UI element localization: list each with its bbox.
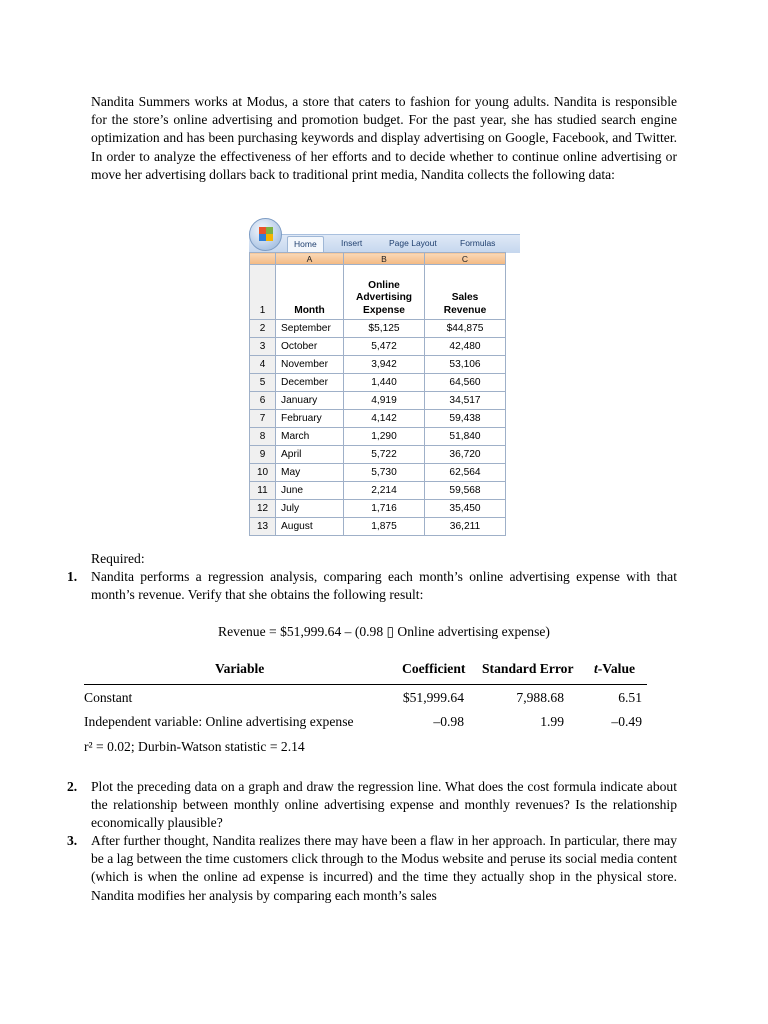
column-header-a[interactable]: A xyxy=(276,253,344,265)
row-header[interactable]: 12 xyxy=(250,500,276,518)
cell-month[interactable]: October xyxy=(276,338,344,356)
cell-month[interactable]: April xyxy=(276,446,344,464)
corner-cell[interactable] xyxy=(250,253,276,265)
tab-formulas[interactable]: Formulas xyxy=(460,238,496,248)
tab-page-layout[interactable]: Page Layout xyxy=(389,238,437,248)
cell-revenue[interactable]: 59,568 xyxy=(425,482,506,500)
tab-home[interactable]: Home xyxy=(287,236,324,252)
cell-revenue[interactable]: 64,560 xyxy=(425,374,506,392)
row-independent-variable: Independent variable: Online advertising expense xyxy=(84,714,354,729)
table-row xyxy=(250,320,506,338)
row-independent-std-error: 1.99 xyxy=(540,714,564,729)
table-row xyxy=(250,464,506,482)
cell-expense[interactable]: 4,919 xyxy=(344,392,425,410)
header-coefficient: Coefficient xyxy=(402,661,466,676)
cell-revenue[interactable]: 53,106 xyxy=(425,356,506,374)
cell-expense[interactable]: 5,472 xyxy=(344,338,425,356)
cell-month[interactable]: November xyxy=(276,356,344,374)
column-header-c[interactable]: C xyxy=(425,253,506,265)
cell-expense[interactable]: 1,875 xyxy=(344,518,425,536)
table-row xyxy=(250,410,506,428)
row-header[interactable]: 9 xyxy=(250,446,276,464)
row-header[interactable]: 7 xyxy=(250,410,276,428)
cell-month[interactable]: May xyxy=(276,464,344,482)
header-revenue[interactable]: Sales Revenue xyxy=(425,265,506,320)
regression-stats: r² = 0.02; Durbin-Watson statistic = 2.14 xyxy=(84,739,305,754)
office-button[interactable] xyxy=(249,218,282,251)
office-logo-icon xyxy=(259,227,273,241)
row-header[interactable]: 13 xyxy=(250,518,276,536)
header-month[interactable]: Month xyxy=(276,265,344,320)
cell-revenue[interactable]: 59,438 xyxy=(425,410,506,428)
cell-revenue[interactable]: 36,211 xyxy=(425,518,506,536)
table-row xyxy=(250,428,506,446)
column-header-b[interactable]: B xyxy=(344,253,425,265)
ribbon xyxy=(249,234,520,253)
question-1-number: 1. xyxy=(67,569,78,584)
spreadsheet xyxy=(249,218,520,534)
table-row xyxy=(250,482,506,500)
cell-month[interactable]: September xyxy=(276,320,344,338)
cell-revenue[interactable]: 42,480 xyxy=(425,338,506,356)
table-row xyxy=(250,356,506,374)
header-rule xyxy=(84,684,647,685)
question-2-number: 2. xyxy=(67,779,78,794)
cell-expense[interactable]: 1,290 xyxy=(344,428,425,446)
table-row xyxy=(250,500,506,518)
header-t-value: t-Value xyxy=(594,661,636,676)
question-1-text: Nandita performs a regression analysis, comparing each month’s online advertising expense with that month’s revenue. Verify that she obtains the following result: xyxy=(91,569,677,603)
row-header[interactable]: 6 xyxy=(250,392,276,410)
table-row xyxy=(250,446,506,464)
cell-month[interactable]: March xyxy=(276,428,344,446)
cell-expense[interactable]: $5,125 xyxy=(344,320,425,338)
cell-expense[interactable]: 1,440 xyxy=(344,374,425,392)
header-variable: Variable xyxy=(215,661,265,676)
header-expense[interactable]: Online Advertising Expense xyxy=(344,265,425,320)
cell-expense[interactable]: 2,214 xyxy=(344,482,425,500)
cell-revenue[interactable]: 36,720 xyxy=(425,446,506,464)
cell-month[interactable]: February xyxy=(276,410,344,428)
table-row xyxy=(250,338,506,356)
row-constant-coefficient: $51,999.64 xyxy=(402,690,464,705)
cell-month[interactable]: December xyxy=(276,374,344,392)
cell-revenue[interactable]: 34,517 xyxy=(425,392,506,410)
cell-expense[interactable]: 5,730 xyxy=(344,464,425,482)
cell-month[interactable]: January xyxy=(276,392,344,410)
row-independent-t-value: –0.49 xyxy=(611,714,642,729)
table-row xyxy=(250,518,506,536)
table-row xyxy=(250,392,506,410)
question-2-text: Plot the preceding data on a graph and draw the regression line. What does the cost formula indicate about the relationship between monthly online advertising expense and monthly revenues? Is the relationship economically plausible? xyxy=(91,779,677,831)
row-independent-coefficient: –0.98 xyxy=(433,714,464,729)
cell-month[interactable]: June xyxy=(276,482,344,500)
cell-expense[interactable]: 4,142 xyxy=(344,410,425,428)
cell-revenue[interactable]: 35,450 xyxy=(425,500,506,518)
tab-insert[interactable]: Insert xyxy=(341,238,363,248)
row-header[interactable]: 4 xyxy=(250,356,276,374)
question-3-text: After further thought, Nandita realizes there may have been a flaw in her approach. In particular, there may be a lag between the time customers click through to the Modus website and peruse its social media content (which is when the online ad expense is incurred) and the time they actually shop in the physical store. Nandita modifies her analysis by comparing each month’s sales xyxy=(91,833,677,903)
row-header[interactable]: 5 xyxy=(250,374,276,392)
cell-revenue[interactable]: 51,840 xyxy=(425,428,506,446)
regression-equation: Revenue = $51,999.64 – (0.98 ▯ Online advertising expense) xyxy=(218,624,550,639)
row-header[interactable]: 8 xyxy=(250,428,276,446)
cell-revenue[interactable]: 62,564 xyxy=(425,464,506,482)
cell-expense[interactable]: 5,722 xyxy=(344,446,425,464)
row-header[interactable]: 1 xyxy=(250,265,276,320)
row-header[interactable]: 10 xyxy=(250,464,276,482)
cell-expense[interactable]: 3,942 xyxy=(344,356,425,374)
intro-paragraph: Nandita Summers works at Modus, a store that caters to fashion for young adults. Nandita is responsible for the store’s online advertising and promotion budget. For the past year, she has studied search engine optimization and has been purchasing keywords and display advertising on Google, Facebook, and Twitter. In order to analyze the effectiveness of her efforts and to decide whether to continue online advertising or move her advertising dollars back to traditional print media, Nandita collects the following data: xyxy=(91,94,677,182)
table-row xyxy=(250,374,506,392)
row-header[interactable]: 3 xyxy=(250,338,276,356)
row-header[interactable]: 11 xyxy=(250,482,276,500)
data-table xyxy=(249,252,506,536)
header-std-error: Standard Error xyxy=(482,661,574,676)
cell-month[interactable]: July xyxy=(276,500,344,518)
cell-month[interactable]: August xyxy=(276,518,344,536)
row-constant-t-value: 6.51 xyxy=(618,690,642,705)
question-3-number: 3. xyxy=(67,833,78,848)
required-label: Required: xyxy=(91,551,145,566)
row-constant-variable: Constant xyxy=(84,690,133,705)
row-header[interactable]: 2 xyxy=(250,320,276,338)
cell-expense[interactable]: 1,716 xyxy=(344,500,425,518)
row-constant-std-error: 7,988.68 xyxy=(516,690,564,705)
cell-revenue[interactable]: $44,875 xyxy=(425,320,506,338)
